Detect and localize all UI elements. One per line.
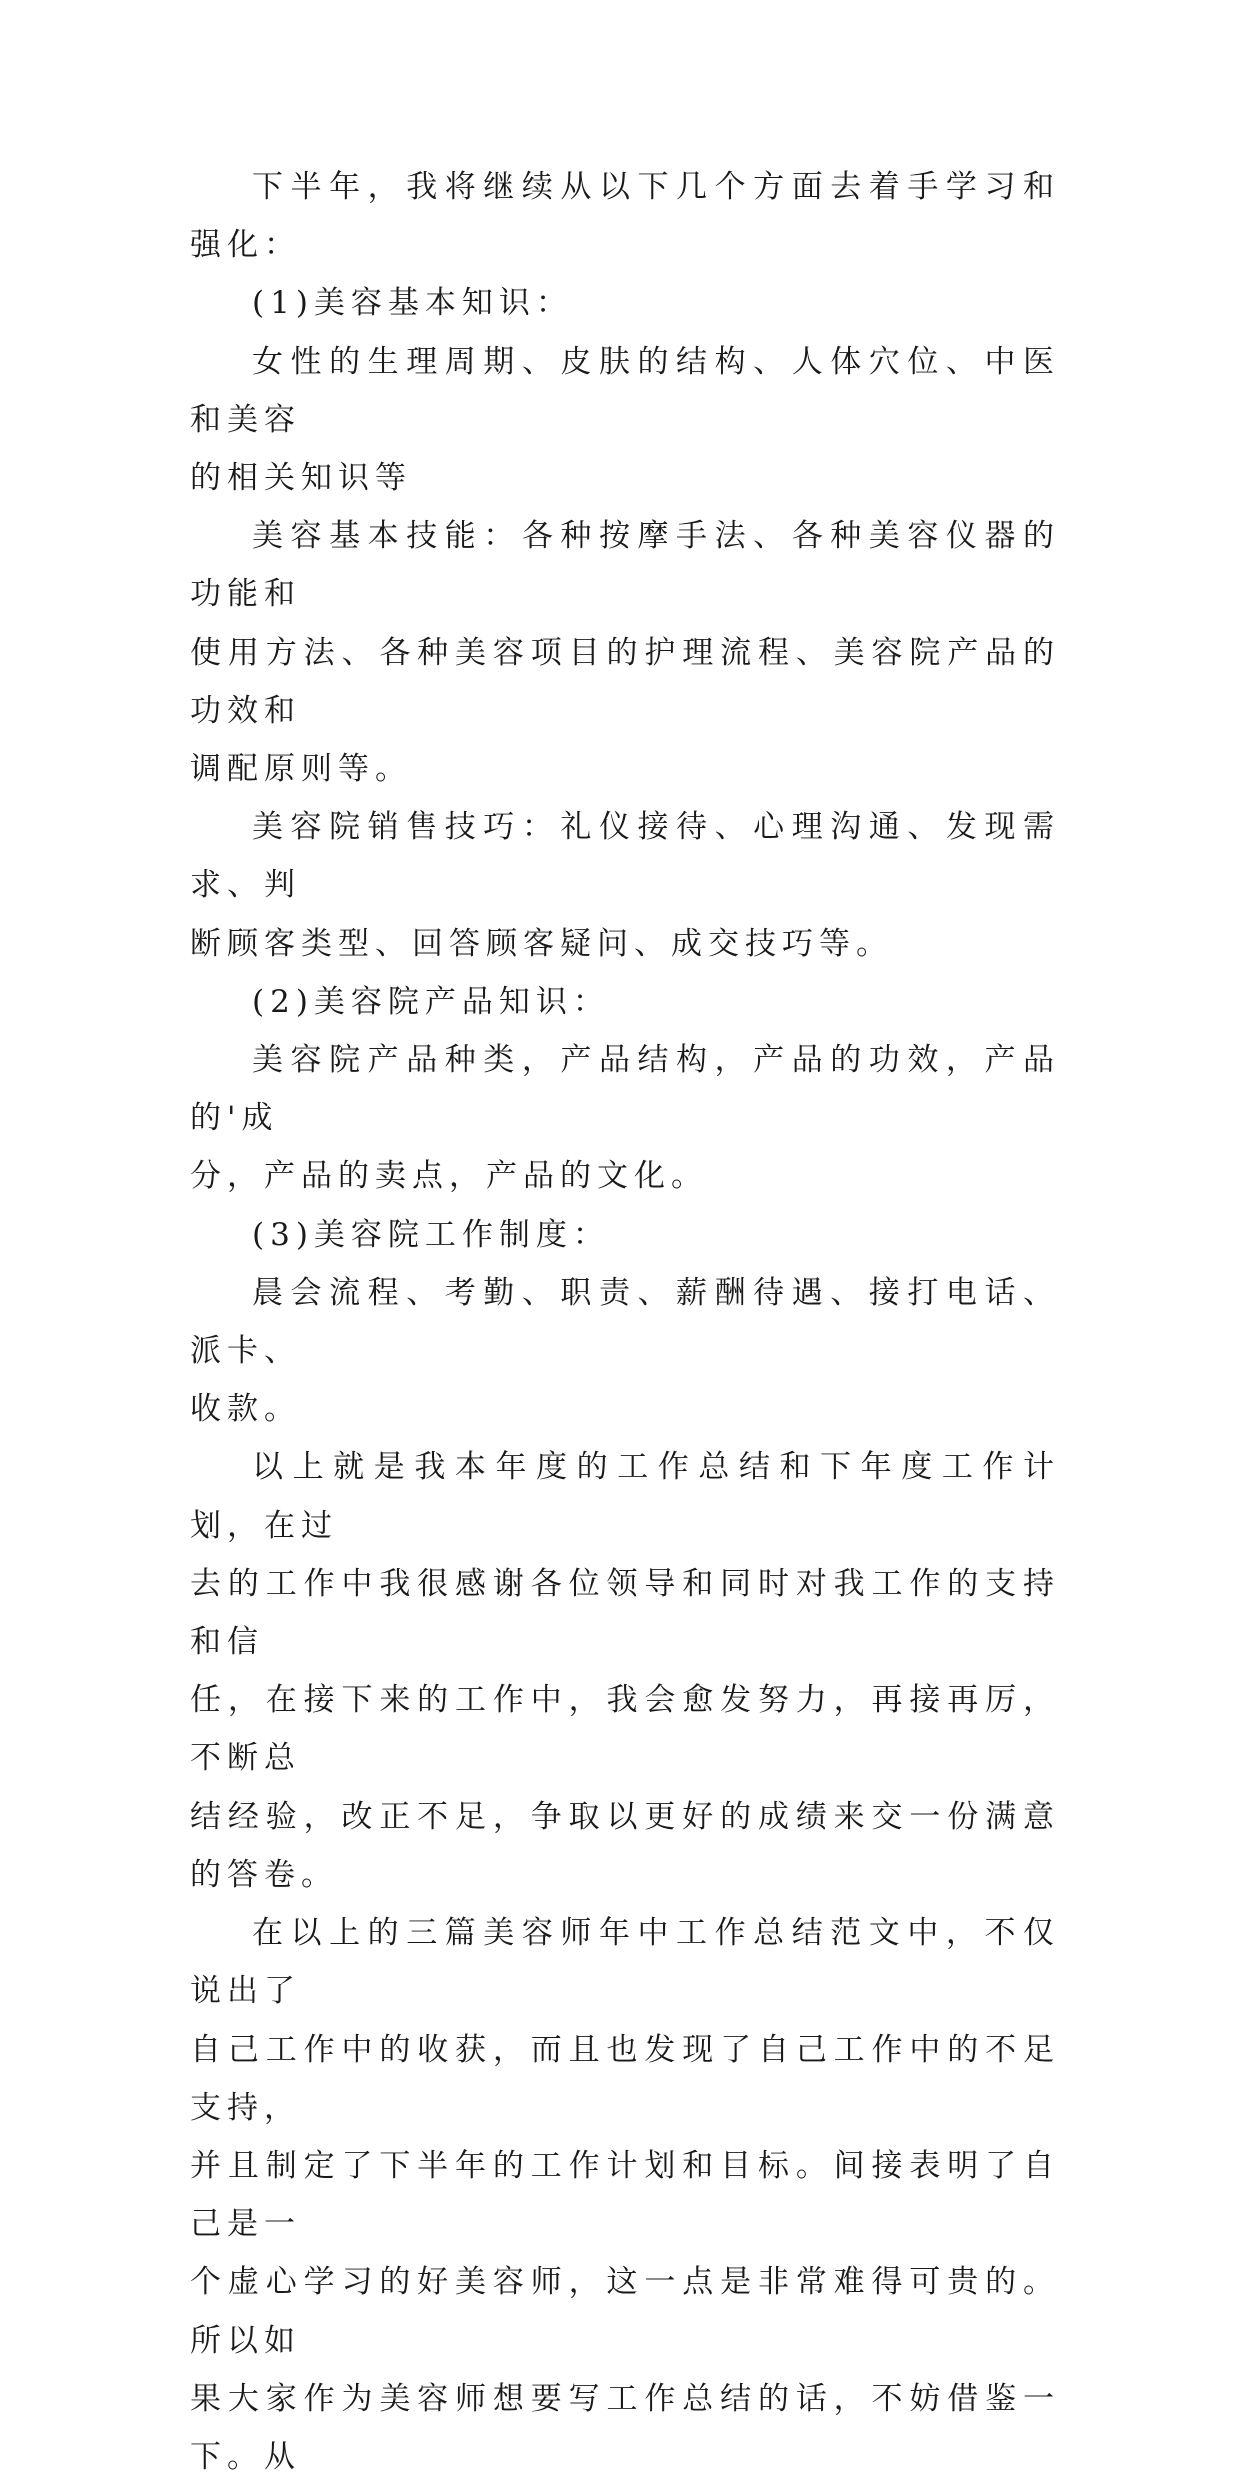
paragraph-heading-basic-knowledge: (1)美容基本知识： [252,285,573,322]
paragraph-editorial-note: 在以上的三篇美容师年中工作总结范文中，不仅说出了 自己工作中的收获，而且也发现了自己工作中的不足支持， 并且制定了下半年的工作计划和目标。间接表明了自己是一 个虚心学习的好美容师，这一点是非常难得可贵的。所以如 果大家作为美容师想要写工作总结的话，不妨借鉴一下。从 [190,1915,1060,2475]
paragraph-plan-intro: 下半年，我将继续从以下几个方面去着手学习和强化： [190,169,1060,264]
paragraph-sales-skills: 美容院销售技巧：礼仪接待、心理沟通、发现需求、判 断顾客类型、回答顾客疑问、成交技巧等。 [190,809,1060,962]
paragraph-heading-product-knowledge: (2)美容院产品知识： [252,983,610,1020]
paragraph-basic-knowledge: 女性的生理周期、皮肤的结构、人体穴位、中医和美容 的相关知识等 [190,343,1060,497]
paragraph-work-rules: 晨会流程、考勤、职责、薪酬待遇、接打电话、派卡、 收款。 [190,1274,1060,1428]
paragraph-product-knowledge: 美容院产品种类，产品结构，产品的功效，产品的'成 分，产品的卖点，产品的文化。 [190,1042,1060,1195]
paragraph-heading-work-rules: (3)美容院工作制度： [252,1216,610,1253]
paragraph-basic-skills: 美容基本技能：各种按摩手法、各种美容仪器的功能和 使用方法、各种美容项目的护理流程、美容院产品的功效和 调配原则等。 [190,518,1060,788]
document-body [190,158,1060,2486]
paragraph-summary-closing: 以上就是我本年度的工作总结和下年度工作计划，在过 去的工作中我很感谢各位领导和同时对我工作的支持和信 任，在接下来的工作中，我会愈发努力，再接再厉，不断总 结经验，改正不足，争取以更好的成绩来交一份满意的答卷。 [190,1449,1060,1893]
